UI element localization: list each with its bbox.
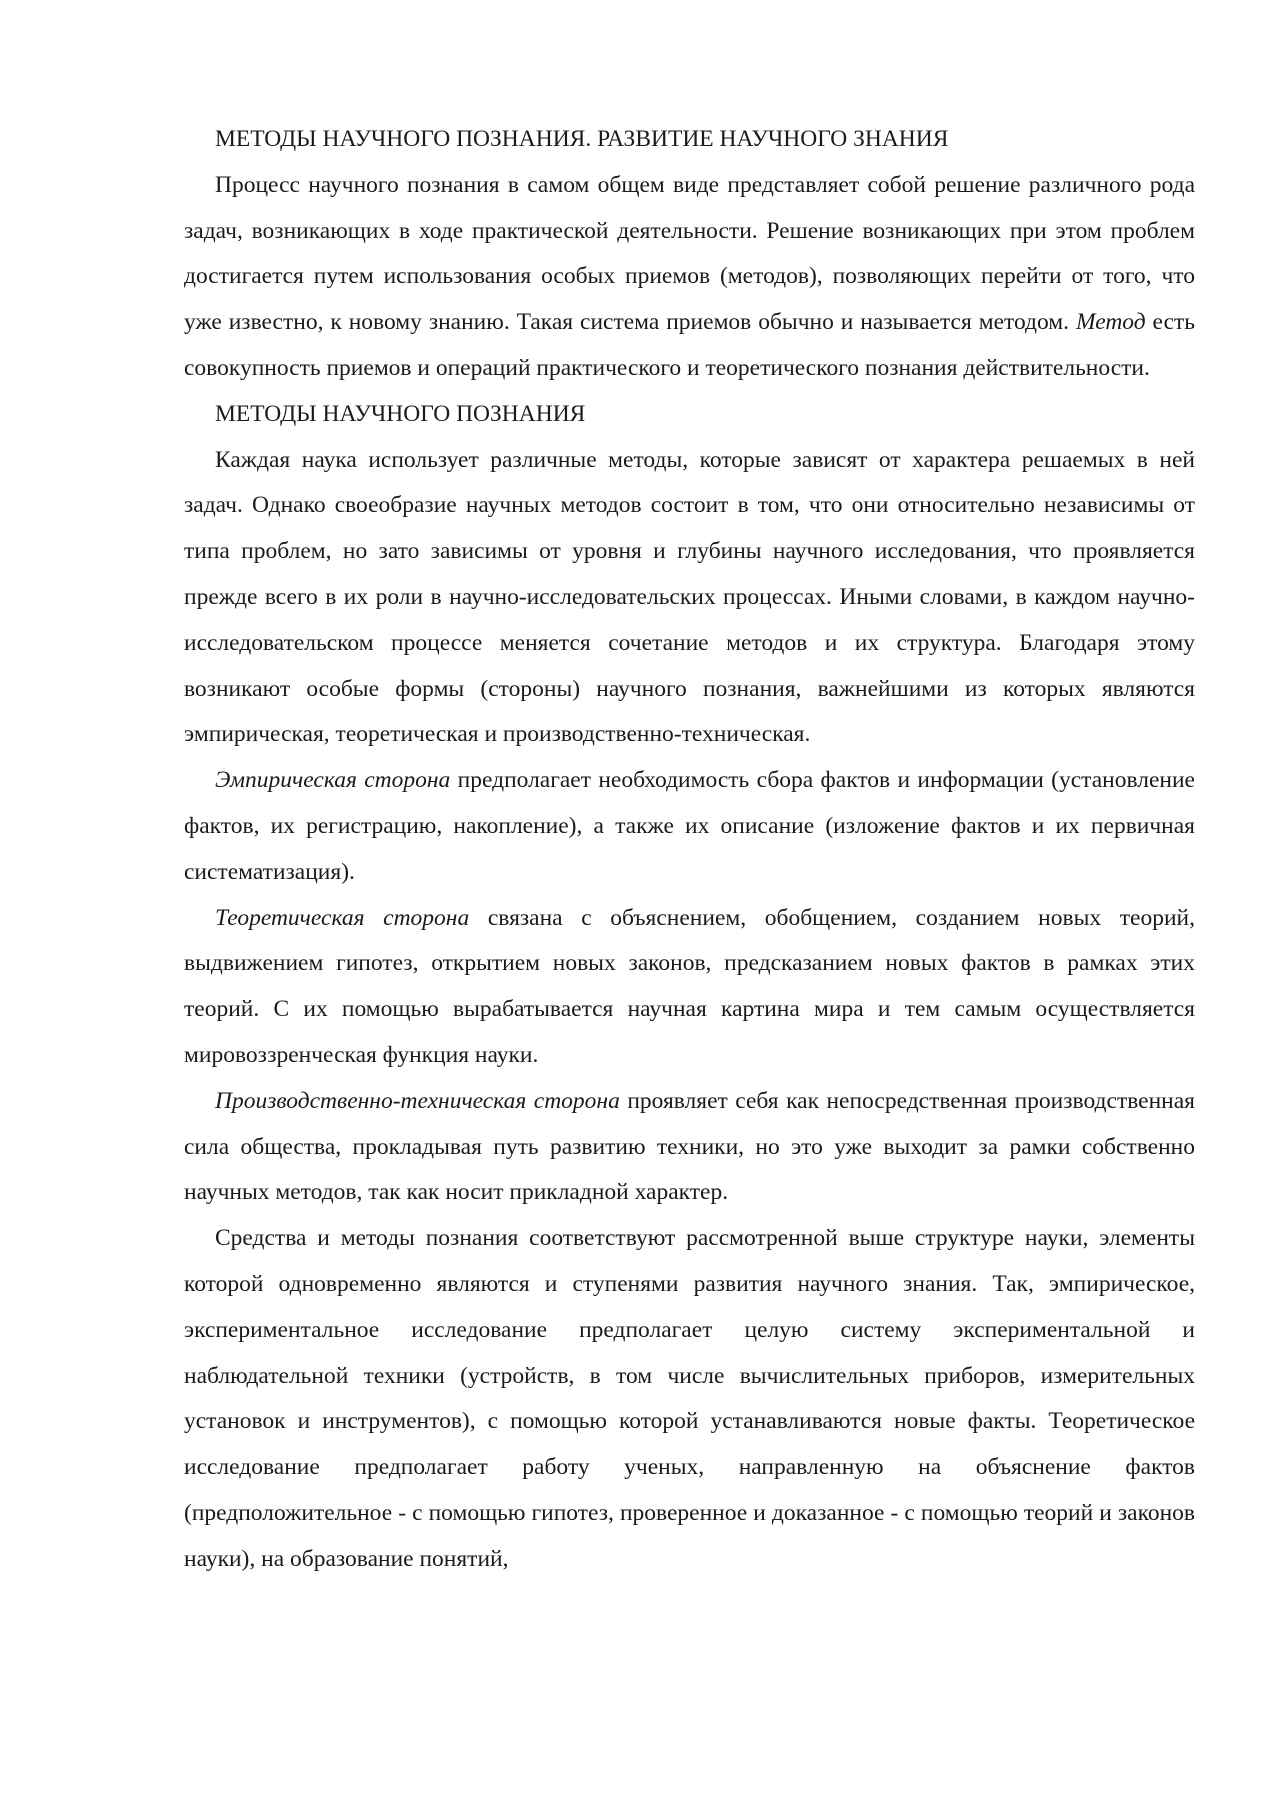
production-paragraph bbox=[184, 1079, 1195, 1216]
intro-paragraph bbox=[184, 163, 1195, 392]
theoretical-text: связана с объяснением, обобщением, созданием новых теорий, выдвижением гипотез, открытием новых законов, предсказанием новых фактов в рамках этих теорий. С их помощью вырабатывается научная картина мира и тем самым осуществляется мировоззренческая функция науки. bbox=[184, 904, 1195, 1068]
production-text: проявляет себя как непосредственная производственная сила общества, прокладывая путь развитию техники, но это уже выходит за рамки собственно научных методов, так как носит прикладной характер. bbox=[184, 1087, 1195, 1206]
intro-text-end: есть совокупность приемов и операций практического и теоретического познания действительности. bbox=[184, 309, 1195, 381]
theoretical-paragraph bbox=[184, 896, 1195, 1079]
intro-term: Метод bbox=[1075, 309, 1146, 336]
empirical-paragraph bbox=[184, 758, 1195, 895]
empirical-text: предполагает необходимость сбора фактов и информации (установление фактов, их регистрацию, накопление), а также их описание (изложение фактов и их первичная систематизация). bbox=[184, 767, 1195, 885]
methods-paragraph: Каждая наука использует различные методы, которые зависят от характера решаемых в ней задач. Однако своеобразие научных методов состоит в том, что они относительно независимы от типа проблем, но зато зависимы от уровня и глубины научного исследования, что проявляется прежде всего в их роли в научно-исследовательских процессах. Иными словами, в каждом научно-исследовательском процессе меняется сочетание методов и их структура. Благодаря этому возникают особые формы (стороны) научного познания, важнейшими из которых являются эмпирическая, теоретическая и производственно-техническая. bbox=[184, 446, 1195, 748]
theoretical-term: Теоретическая сторона bbox=[215, 904, 470, 931]
document-body bbox=[184, 117, 1195, 1583]
means-paragraph: Средства и методы познания соответствуют рассмотренной выше структуре науки, элементы которой одновременно являются и ступенями развития научного знания. Так, эмпирическое, экспериментальное исследование предполагает целую систему экспериментальной и наблюдательной техники (устройств, в том числе вычислительных приборов, измерительных установок и инструментов), с помощью которой устанавливаются новые факты. Теоретическое исследование предполагает работу ученых, направленную на объяснение фактов (предположительное - с помощью гипотез, проверенное и доказанное - с помощью теорий и законов науки), на образование понятий, bbox=[184, 1225, 1195, 1572]
intro-text-start: Процесс научного познания в самом общем виде представляет собой решение различного рода задач, возникающих в ходе практической деятельности. Решение возникающих при этом проблем достигается путем использования особых приемов (методов), позволяющих перейти от того, что уже известно, к новому знанию. Такая система приемов обычно и называется методом. bbox=[184, 171, 1195, 336]
empirical-term: Эмпирическая сторона bbox=[215, 767, 451, 794]
document-title: МЕТОДЫ НАУЧНОГО ПОЗНАНИЯ. РАЗВИТИЕ НАУЧНОГО ЗНАНИЯ bbox=[215, 126, 949, 152]
section-heading: МЕТОДЫ НАУЧНОГО ПОЗНАНИЯ bbox=[215, 400, 586, 427]
production-term: Производственно-техническая сторона bbox=[215, 1087, 620, 1114]
